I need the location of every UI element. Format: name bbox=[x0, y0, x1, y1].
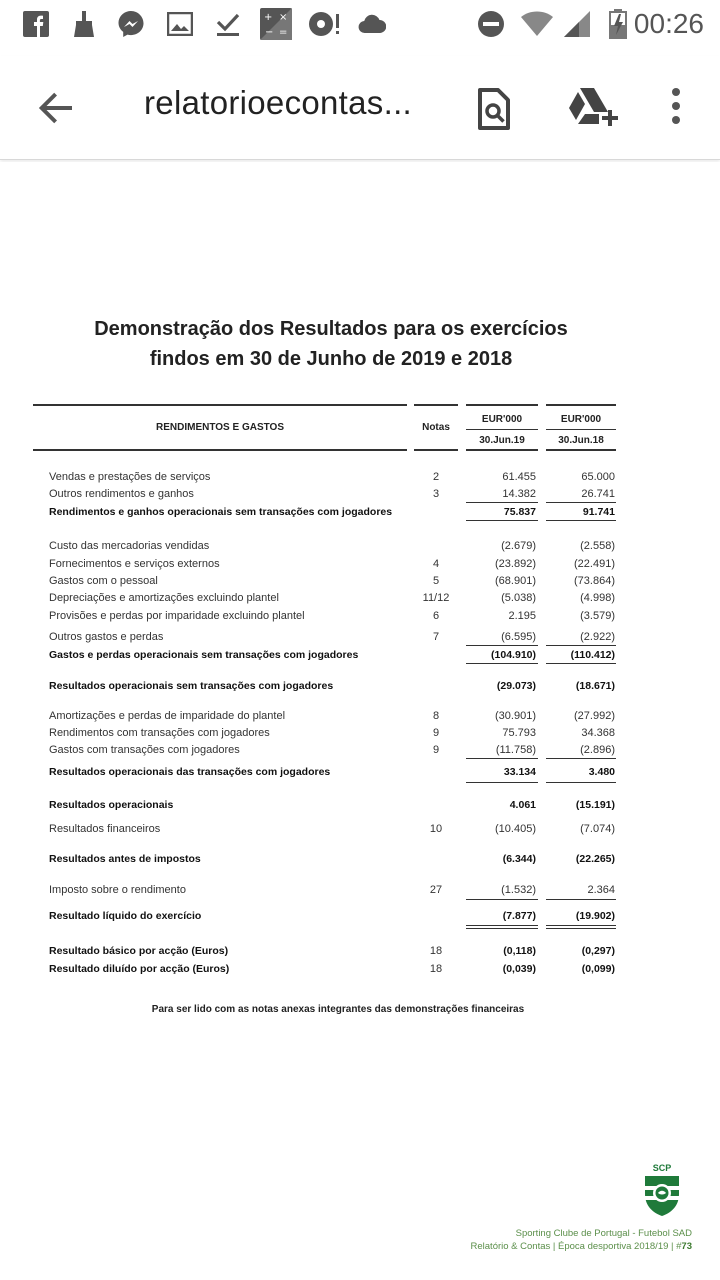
subtotal-rule bbox=[466, 502, 538, 503]
header-top-rule bbox=[414, 404, 458, 406]
row-note: 18 bbox=[429, 945, 443, 957]
row-label: Resultado básico por acção (Euros) bbox=[49, 945, 229, 957]
table-row bbox=[0, 538, 720, 554]
subtotal-rule bbox=[546, 502, 616, 503]
footer-line1: Sporting Clube de Portugal - Futebol SAD bbox=[515, 1228, 692, 1239]
row-value-2019: (68.901) bbox=[495, 575, 536, 587]
table-row-total bbox=[0, 797, 720, 813]
table-row-total bbox=[0, 961, 720, 977]
row-value-2018: (22.265) bbox=[575, 853, 615, 865]
app-bar bbox=[0, 56, 720, 160]
row-note: 5 bbox=[432, 575, 440, 587]
row-label: Gastos com transações com jogadores bbox=[49, 744, 240, 756]
header-mid-rule bbox=[546, 429, 616, 430]
row-label: Outros gastos e perdas bbox=[49, 631, 164, 643]
total-rule bbox=[546, 663, 616, 664]
table-row-total bbox=[0, 943, 720, 959]
col-2018-currency: EUR'000 bbox=[560, 414, 602, 425]
row-value-2019: (7.877) bbox=[502, 910, 536, 922]
row-value-2019: (6.595) bbox=[501, 631, 536, 643]
row-value-2019: (23.892) bbox=[495, 558, 536, 570]
row-value-2019: 75.837 bbox=[503, 506, 536, 518]
row-label: Vendas e prestações de serviços bbox=[49, 471, 211, 483]
row-value-2019: 2.195 bbox=[508, 610, 536, 622]
scp-logo bbox=[641, 1162, 683, 1218]
footer-line2 bbox=[471, 1240, 692, 1253]
row-label: Resultados operacionais sem transações com jogadores bbox=[49, 680, 334, 692]
subtotal-rule bbox=[466, 758, 538, 759]
row-value-2018: (19.902) bbox=[575, 910, 615, 922]
table-row-total bbox=[0, 678, 720, 694]
row-label: Amortizações e perdas de imparidade do plantel bbox=[49, 710, 286, 722]
page-number: 73 bbox=[681, 1241, 692, 1252]
row-value-2018: (4.998) bbox=[580, 592, 615, 604]
svg-text:−: − bbox=[265, 27, 274, 38]
row-value-2019: 33.134 bbox=[503, 766, 536, 778]
row-value-2018: (2.896) bbox=[580, 744, 615, 756]
row-value-2018: (18.671) bbox=[575, 680, 615, 692]
col-2019-currency: EUR'000 bbox=[481, 414, 523, 425]
row-note: 9 bbox=[432, 744, 440, 756]
table-row-total bbox=[0, 908, 720, 924]
row-note: 2 bbox=[432, 471, 440, 483]
row-label: Imposto sobre o rendimento bbox=[49, 884, 186, 896]
row-note: 4 bbox=[432, 558, 440, 570]
total-rule bbox=[546, 928, 616, 929]
row-note: 8 bbox=[432, 710, 440, 722]
calculator-icon bbox=[260, 10, 292, 38]
row-value-2019: (6.344) bbox=[502, 853, 536, 865]
row-note: 11/12 bbox=[422, 592, 450, 604]
row-value-2019: (11.758) bbox=[495, 744, 536, 756]
find-in-page-icon[interactable] bbox=[470, 82, 518, 134]
row-value-2019: (2.679) bbox=[501, 540, 536, 552]
footnote: Para ser lido com as notas anexas integrantes das demonstrações financeiras bbox=[151, 1004, 525, 1015]
header-bottom-rule bbox=[546, 449, 616, 451]
header-bottom-rule bbox=[466, 449, 538, 451]
row-value-2019: (30.901) bbox=[495, 710, 536, 722]
row-label: Rendimentos com transações com jogadores bbox=[49, 727, 270, 739]
table-row-total bbox=[0, 504, 720, 520]
table-row bbox=[0, 742, 720, 758]
add-to-drive-icon[interactable] bbox=[564, 82, 620, 134]
table-row bbox=[0, 629, 720, 645]
row-value-2018: (73.864) bbox=[574, 575, 615, 587]
row-value-2018: 34.368 bbox=[581, 727, 615, 739]
logo-text: SCP bbox=[652, 1163, 672, 1173]
table-row bbox=[0, 469, 720, 485]
wifi-icon bbox=[520, 10, 554, 38]
row-value-2019: 4.061 bbox=[509, 799, 536, 811]
section-header: RENDIMENTOS E GASTOS bbox=[156, 422, 284, 433]
row-value-2018: (2.922) bbox=[580, 631, 615, 643]
do-not-disturb-icon bbox=[476, 10, 506, 38]
table-row bbox=[0, 573, 720, 589]
row-value-2018: (0,099) bbox=[581, 963, 615, 975]
status-bar bbox=[0, 0, 720, 48]
subtotal-rule bbox=[546, 899, 616, 900]
clock: 00:26 bbox=[633, 8, 704, 39]
row-label: Rendimentos e ganhos operacionais sem transações com jogadores bbox=[49, 506, 393, 518]
notes-header: Notas bbox=[422, 422, 450, 433]
header-bottom-rule bbox=[33, 449, 407, 451]
row-label: Resultados antes de impostos bbox=[49, 853, 201, 865]
statement-title-line1: Demonstração dos Resultados para os exercícios bbox=[94, 318, 568, 340]
row-value-2018: 91.741 bbox=[582, 506, 615, 518]
row-label: Resultado líquido do exercício bbox=[49, 910, 202, 922]
row-label: Gastos e perdas operacionais sem transações com jogadores bbox=[49, 649, 359, 661]
row-note: 6 bbox=[432, 610, 440, 622]
table-row bbox=[0, 725, 720, 741]
row-value-2018: 3.480 bbox=[588, 766, 615, 778]
row-value-2018: (15.191) bbox=[575, 799, 615, 811]
row-value-2018: (22.491) bbox=[574, 558, 615, 570]
table-row bbox=[0, 882, 720, 898]
row-label: Gastos com o pessoal bbox=[49, 575, 158, 587]
total-rule bbox=[546, 520, 616, 521]
signal-icon bbox=[562, 10, 592, 38]
table-row bbox=[0, 608, 720, 624]
download-done-icon bbox=[214, 10, 242, 38]
svg-text:×: × bbox=[279, 12, 288, 23]
row-value-2018: (27.992) bbox=[574, 710, 615, 722]
row-value-2018: (0,297) bbox=[581, 945, 615, 957]
statement-title bbox=[0, 314, 662, 374]
back-arrow-icon[interactable] bbox=[32, 84, 80, 132]
col-2019-date: 30.Jun.19 bbox=[479, 435, 525, 446]
table-row bbox=[0, 486, 720, 502]
page-footer bbox=[471, 1227, 692, 1253]
row-value-2019: (29.073) bbox=[496, 680, 536, 692]
subtotal-rule bbox=[546, 758, 616, 759]
row-note: 10 bbox=[429, 823, 443, 835]
subtotal-rule bbox=[546, 645, 616, 646]
row-note: 3 bbox=[432, 488, 440, 500]
total-rule bbox=[466, 928, 538, 929]
total-rule bbox=[546, 925, 616, 926]
row-value-2019: 14.382 bbox=[502, 488, 536, 500]
footer-line2-text: Relatório & Contas | Época desportiva 2018/19 | # bbox=[470, 1241, 682, 1252]
row-note: 18 bbox=[429, 963, 443, 975]
document-title: relatorioecontas... bbox=[144, 84, 413, 121]
svg-text:+: + bbox=[264, 12, 273, 23]
gallery-icon bbox=[166, 10, 194, 38]
row-note: 7 bbox=[432, 631, 440, 643]
table-row-total bbox=[0, 647, 720, 663]
total-rule bbox=[466, 663, 538, 664]
row-note: 27 bbox=[429, 884, 443, 896]
row-value-2019: (10.405) bbox=[495, 823, 536, 835]
row-value-2019: (5.038) bbox=[501, 592, 536, 604]
row-label: Resultados financeiros bbox=[49, 823, 161, 835]
table-row bbox=[0, 590, 720, 606]
speaker-icon bbox=[308, 10, 340, 38]
col-2018-date: 30.Jun.18 bbox=[558, 435, 604, 446]
cloud-icon bbox=[358, 10, 386, 38]
row-value-2019: 75.793 bbox=[502, 727, 536, 739]
row-value-2019: 61.455 bbox=[502, 471, 536, 483]
total-rule bbox=[466, 925, 538, 926]
statement-title-line2: findos em 30 de Junho de 2019 e 2018 bbox=[149, 348, 513, 370]
row-label: Custo das mercadorias vendidas bbox=[49, 540, 210, 552]
row-label: Resultados operacionais bbox=[49, 799, 174, 811]
row-label: Resultado diluído por acção (Euros) bbox=[49, 963, 230, 975]
more-vert-icon[interactable] bbox=[660, 82, 692, 134]
header-mid-rule bbox=[466, 429, 538, 430]
row-value-2018: (110.412) bbox=[570, 649, 615, 661]
messenger-icon bbox=[116, 10, 146, 38]
row-label: Fornecimentos e serviços externos bbox=[49, 558, 220, 570]
row-note: 9 bbox=[432, 727, 440, 739]
total-rule bbox=[546, 782, 616, 783]
row-value-2018: (3.579) bbox=[580, 610, 615, 622]
row-value-2018: 65.000 bbox=[581, 471, 615, 483]
row-value-2018: (7.074) bbox=[580, 823, 615, 835]
header-top-rule bbox=[466, 404, 538, 406]
table-row-total bbox=[0, 851, 720, 867]
broom-icon bbox=[72, 10, 96, 38]
row-label: Outros rendimentos e ganhos bbox=[49, 488, 194, 500]
row-value-2018: 26.741 bbox=[581, 488, 615, 500]
row-label: Provisões e perdas por imparidade excluindo plantel bbox=[49, 610, 305, 622]
svg-text:=: = bbox=[279, 27, 288, 38]
battery-charging-icon bbox=[608, 10, 628, 38]
table-row bbox=[0, 821, 720, 837]
row-value-2019: (1.532) bbox=[501, 884, 536, 896]
header-bottom-rule bbox=[414, 449, 458, 451]
row-value-2019: (104.910) bbox=[491, 649, 536, 661]
row-value-2019: (0,118) bbox=[503, 945, 536, 957]
header-top-rule bbox=[33, 404, 407, 406]
facebook-icon bbox=[22, 10, 50, 38]
total-rule bbox=[466, 782, 538, 783]
total-rule bbox=[466, 520, 538, 521]
pdf-page[interactable] bbox=[0, 162, 720, 1280]
row-value-2019: (0,039) bbox=[502, 963, 536, 975]
table-row bbox=[0, 708, 720, 724]
row-label: Depreciações e amortizações excluindo plantel bbox=[49, 592, 279, 604]
row-label: Resultados operacionais das transações com jogadores bbox=[49, 766, 331, 778]
row-value-2018: 2.364 bbox=[587, 884, 615, 896]
row-value-2018: (2.558) bbox=[580, 540, 615, 552]
header-top-rule bbox=[546, 404, 616, 406]
subtotal-rule bbox=[466, 645, 538, 646]
subtotal-rule bbox=[466, 899, 538, 900]
table-row bbox=[0, 556, 720, 572]
table-row-total bbox=[0, 764, 720, 780]
